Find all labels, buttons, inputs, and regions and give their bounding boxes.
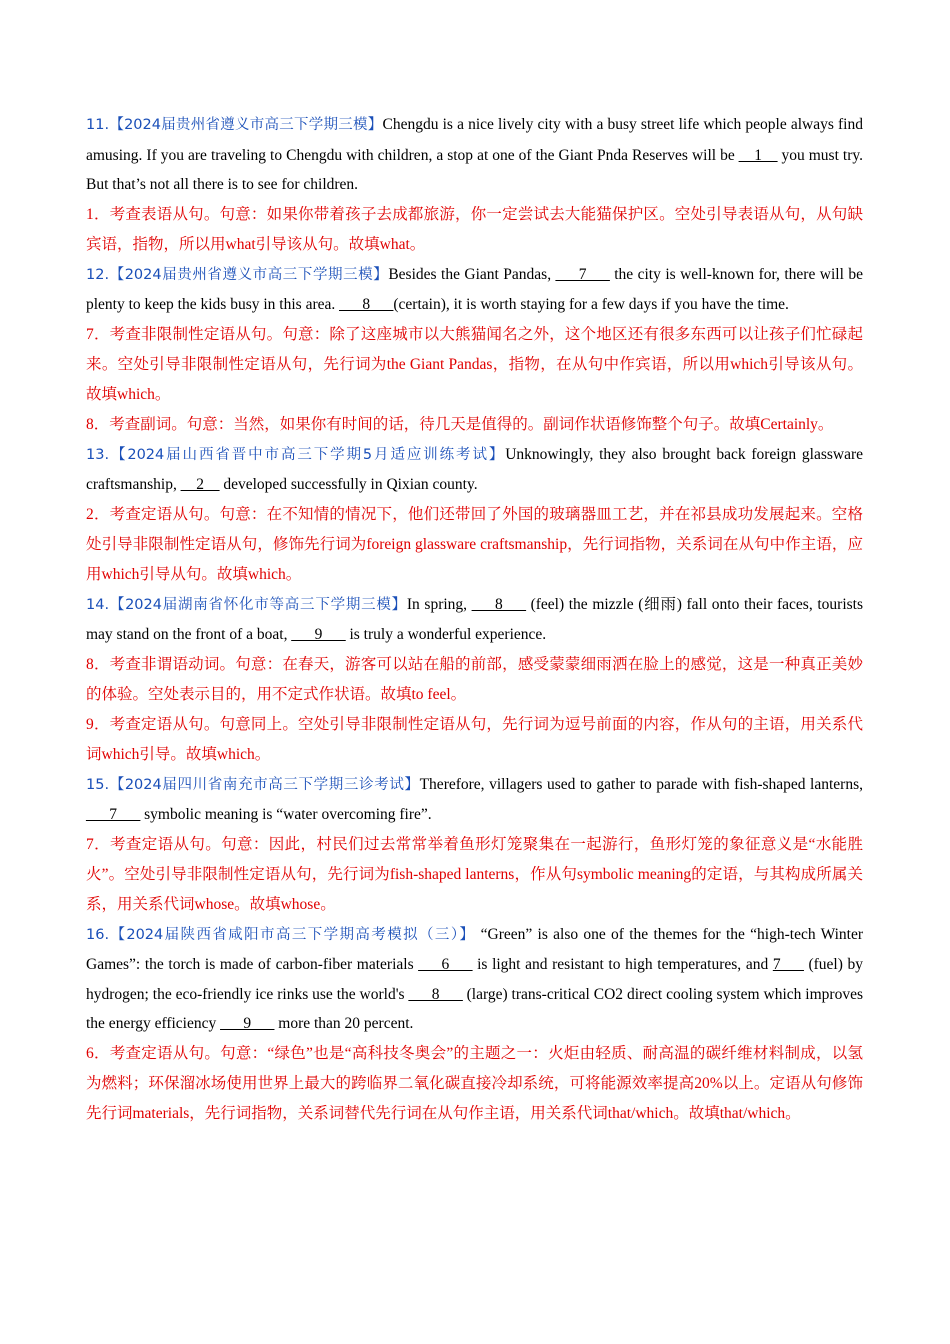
question-text: (large) trans-critical CO2 direct cooling system which improves the energy efficiency: [86, 985, 863, 1032]
question-source: 12.【2024届贵州省遵义市高三下学期三模】: [86, 266, 389, 283]
exercise-page: [86, 110, 863, 1129]
question-text: is light and resistant to high temperatures, and: [472, 956, 773, 973]
answer-blank: ___7___: [86, 806, 141, 823]
question-11: [86, 110, 863, 200]
question-text: “Green” is also one of the themes for the “high-tech Winter Games”: the torch is made of carbon-fiber materials: [86, 925, 863, 973]
question-source: 14.【2024届湖南省怀化市等高三下学期三模】: [86, 596, 407, 613]
answer-explanation-7: 7．考查定语从句。句意：因此，村民们过去常常举着鱼形灯笼聚集在一起游行，鱼形灯笼的象征意义是“水能胜火”。空处引导非限制性定语从句，先行词为fish-shaped lanterns，作从句symbolic meaning的定语，与其构成所属关系，用关系代词whose。故填whose。: [86, 835, 863, 913]
answer-blank: ___9___: [291, 626, 346, 643]
answer-blank: ___8___: [471, 595, 526, 613]
question-16: [86, 920, 863, 1039]
answer-explanation-2: 2．考查定语从句。句意：在不知情的情况下，他们还带回了外国的玻璃器皿工艺，并在祁县成功发展起来。空格处引导非限制性定语从句，修饰先行词为foreign glassware craftsmanship，先行词指物，关系词在从句中作主语，应用which引导从句。故填which。: [86, 505, 863, 583]
question-text: you must try. But that’s not all there is to see for children.: [86, 146, 863, 193]
answer-explanation-7: 7．考查非限制性定语从句。句意：除了这座城市以大熊猫闻名之外，这个地区还有很多东西可以让孩子们忙碌起来。空处引导非限制性定语从句，先行词为the Giant Pandas，指物，在从句中作宾语，所以用which引导该从句。故填which。: [86, 325, 863, 403]
question-text: developed successfully in Qixian county.: [219, 476, 478, 493]
answer-blank: ___8___: [339, 296, 394, 313]
question-text: (feel) the mizzle (细雨) fall onto their faces, tourists may stand on the front of a boat,: [86, 595, 863, 643]
question-text: more than 20 percent.: [274, 1015, 414, 1032]
question-source: 13.【2024届山西省晋中市高三下学期5月适应训练考试】: [86, 446, 506, 463]
answer-blank: ___8___: [408, 985, 463, 1003]
question-text: (fuel) by hydrogen; the eco-friendly ice rinks use the world's: [86, 956, 864, 1003]
question-12: [86, 260, 863, 320]
answer-explanation-8: 8．考查非谓语动词。句意：在春天，游客可以站在船的前部，感受蒙蒙细雨洒在脸上的感觉，这是一种真正美妙的体验。空处表示目的，用不定式作状语。故填to feel。: [86, 655, 863, 703]
answer-explanation-6: 6．考查定语从句。句意：“绿色”也是“高科技冬奥会”的主题之一：火炬由轻质、耐高温的碳纤维材料制成，以氢为燃料；环保溜冰场使用世界上最大的跨临界二氧化碳直接冷却系统，可将能源效率提高20%以上。定语从句修饰先行词materials，先行词指物，关系词替代先行词在从句作主语，用关系代词that/which。故填that/which。: [86, 1044, 863, 1122]
question-14: [86, 590, 863, 650]
question-text: symbolic meaning is “water overcoming fire”.: [140, 806, 432, 823]
question-text: the city is well-known for, there will be plenty to keep the kids busy in this area.: [86, 265, 863, 313]
question-text: In spring,: [406, 595, 472, 613]
question-source: 11.【2024届贵州省遵义市高三下学期三模】: [86, 117, 383, 133]
question-text: is truly a wonderful experience.: [345, 626, 547, 643]
question-13: [86, 440, 863, 500]
answer-blank: 7___: [772, 956, 804, 973]
answer-blank: ___9___: [220, 1015, 275, 1032]
question-text: (certain), it is worth staying for a few days if you have the time.: [393, 296, 789, 313]
answer-explanation-1: 1．考查表语从句。句意：如果你带着孩子去成都旅游，你一定尝试去大能猫保护区。空处引导表语从句，从句缺宾语，指物，所以用what引导该从句。故填what。: [86, 205, 863, 253]
question-text: Unknowingly, they also brought back foreign glassware craftsmanship,: [86, 445, 863, 493]
question-text: Besides the Giant Pandas,: [388, 265, 556, 283]
question-text: Chengdu is a nice lively city with a busy street life which people always find amusing. If you are traveling to Chengdu with children, a stop at one of the Giant Pnda Reserves will be: [86, 116, 863, 164]
answer-blank: __2__: [180, 476, 220, 493]
answer-blank: ___6___: [418, 956, 473, 973]
answer-explanation-9: 9．考查定语从句。句意同上。空处引导非限制性定语从句，先行词为逗号前面的内容，作从句的主语，用关系代词which引导。故填which。: [86, 715, 863, 763]
question-source: 16.【2024届陕西省咸阳市高三下学期高考模拟（三）】: [86, 926, 476, 943]
question-source: 15.【2024届四川省南充市高三下学期三诊考试】: [86, 776, 420, 793]
question-15: [86, 770, 863, 830]
answer-explanation-8: 8．考查副词。句意：当然，如果你有时间的话，待几天是值得的。副词作状语修饰整个句子。故填Certainly。: [86, 415, 834, 433]
answer-blank: ___7___: [555, 265, 610, 283]
question-text: Therefore, villagers used to gather to parade with fish-shaped lanterns,: [419, 775, 863, 793]
answer-blank: __1__: [738, 146, 778, 164]
